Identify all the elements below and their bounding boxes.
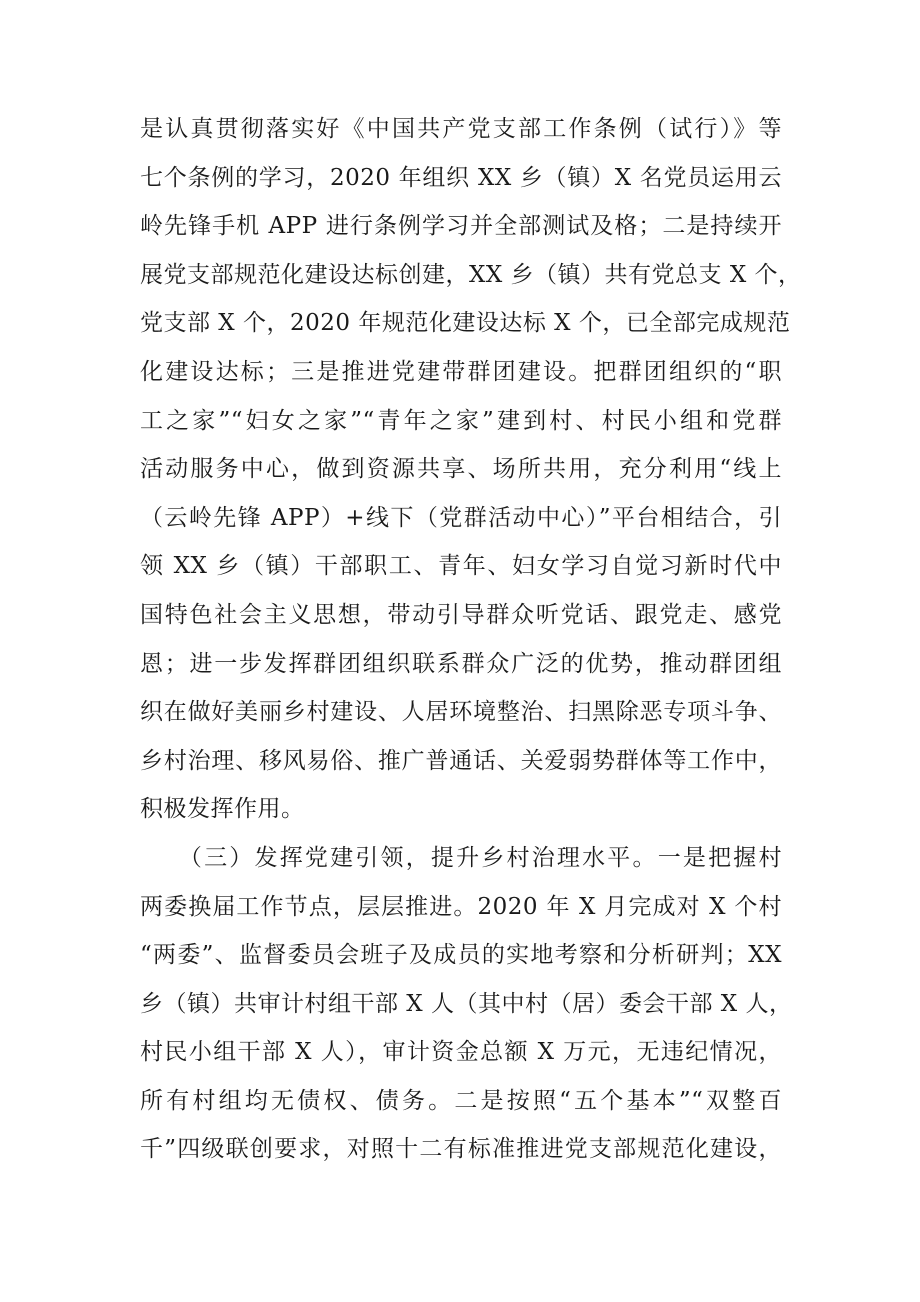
text-line: 两委换届工作节点，层层推进。2020 年 X 月完成对 X 个村	[140, 893, 782, 920]
text-line: （三）发挥党建引领，提升乡村治理水平。一是把握村	[140, 844, 782, 871]
text-line: 千”四级联创要求，对照十二有标准推进党支部规范化建设，	[140, 1136, 782, 1163]
text-line: 七个条例的学习，2020 年组织 XX 乡（镇）X 名党员运用云	[140, 164, 782, 191]
text-line: 乡村治理、移风易俗、推广普通话、关爱弱势群体等工作中，	[140, 747, 782, 774]
text-line: 工之家”“妇女之家”“青年之家”建到村、村民小组和党群	[140, 407, 782, 434]
text-line: 乡（镇）共审计村组干部 X 人（其中村（居）委会干部 X 人，	[140, 990, 793, 1017]
text-line: 所有村组均无债权、债务。二是按照“五个基本”“双整百	[140, 1087, 782, 1114]
paragraph-1	[140, 105, 802, 834]
text-line: 村民小组干部 X 人），审计资金总额 X 万元，无违纪情况，	[140, 1039, 782, 1066]
text-line: “两委”、监督委员会班子及成员的实地考察和分析研判；XX	[140, 942, 782, 969]
text-line: 党支部 X 个，2020 年规范化建设达标 X 个，已全部完成规范	[140, 310, 791, 337]
text-line: 展党支部规范化建设达标创建，XX 乡（镇）共有党总支 X 个，	[140, 261, 802, 288]
text-line: （云岭先锋 APP）+线下（党群活动中心）”平台相结合，引	[140, 504, 782, 531]
text-line: 活动服务中心，做到资源共享、场所共用，充分利用“线上	[140, 456, 782, 483]
text-line: 恩；进一步发挥群团组织联系群众广泛的优势，推动群团组	[140, 650, 782, 677]
paragraph-2	[140, 834, 793, 1174]
text-line: 织在做好美丽乡村建设、人居环境整治、扫黑除恶专项斗争、	[140, 699, 782, 726]
text-line: 是认真贯彻落实好《中国共产党支部工作条例（试行）》等	[140, 116, 782, 142]
text-line: 国特色社会主义思想，带动引导群众听党话、跟党走、感党	[140, 601, 782, 628]
text-line: 化建设达标；三是推进党建带群团建设。把群团组织的“职	[140, 358, 782, 385]
text-line: 积极发挥作用。	[140, 796, 305, 823]
text-line: 领 XX 乡（镇）干部职工、青年、妇女学习自觉习新时代中	[140, 553, 782, 580]
text-line: 岭先锋手机 APP 进行条例学习并全部测试及格；二是持续开	[140, 213, 782, 240]
